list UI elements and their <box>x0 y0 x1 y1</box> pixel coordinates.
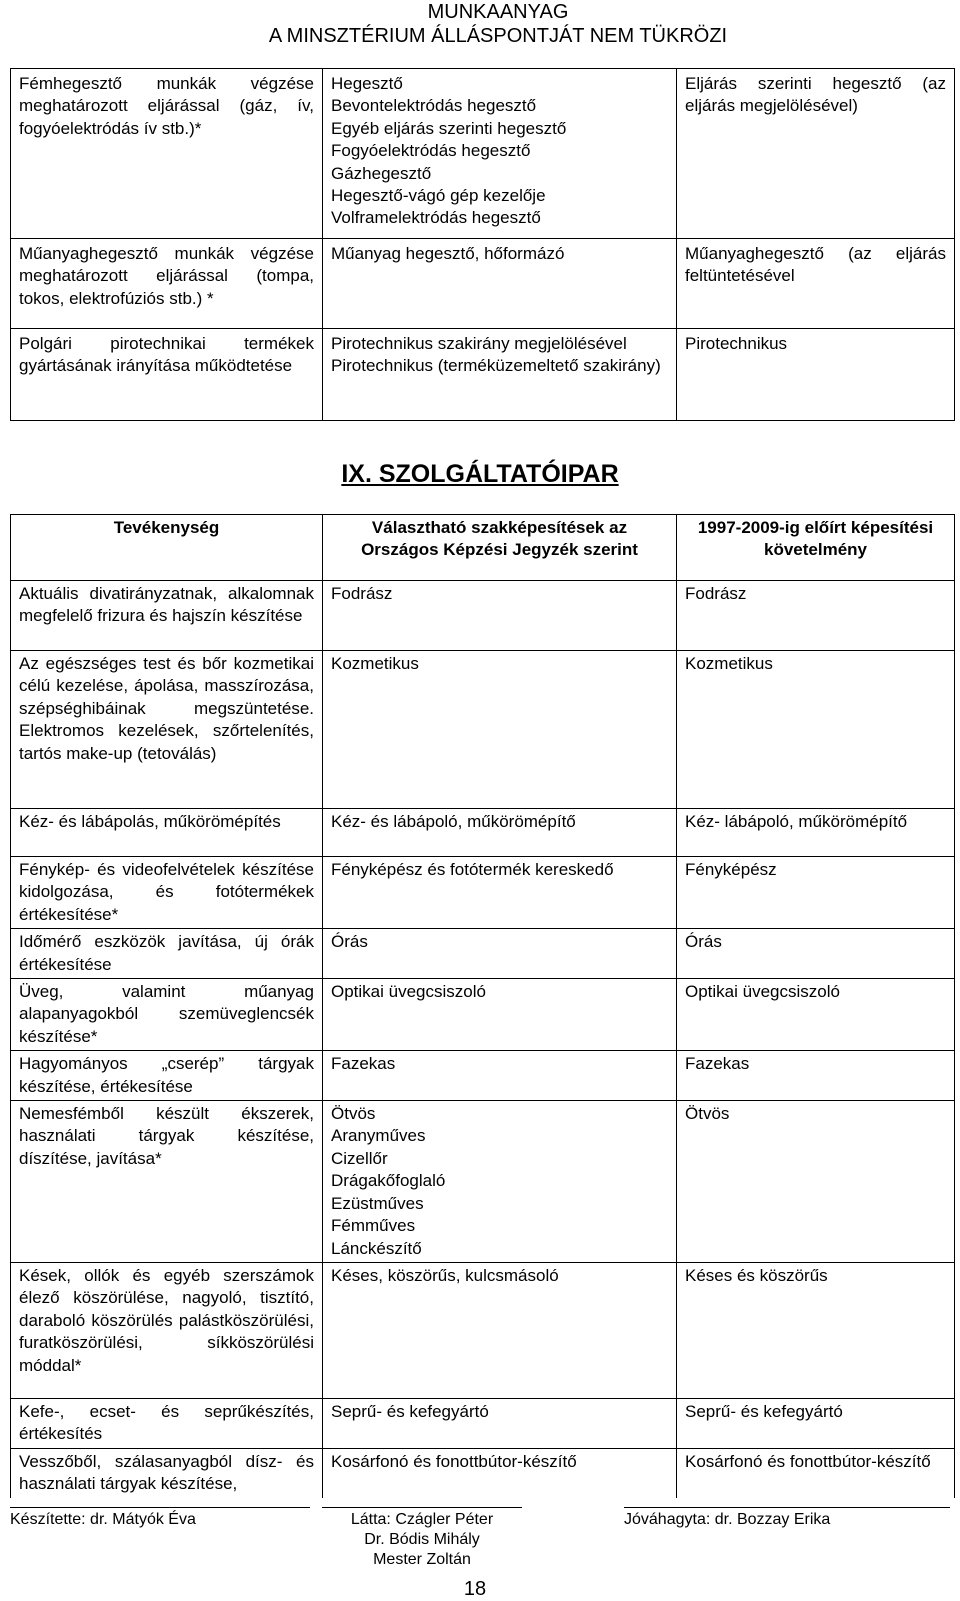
qualification-cell: Kozmetikus <box>323 651 677 809</box>
footer-seen-line: Dr. Bódis Mihály <box>364 1531 480 1548</box>
activity-cell: Fénykép- és videofelvételek készítése kidolgozása, és fotótermékek értékesítése* <box>11 857 323 929</box>
page-number: 18 <box>463 1578 487 1600</box>
column-header: 1997-2009-ig előírt képesítési követelmény <box>677 515 955 581</box>
activity-cell: Fémhegesztő munkák végzése meghatározott eljárással (gáz, ív, fogyóelektródás ív stb.)* <box>11 69 323 239</box>
qualification-item: Pirotechnikus (terméküzemeltető szakirány) <box>331 356 661 376</box>
footer-rule <box>10 1507 310 1508</box>
column-header: Tevékenység <box>11 515 323 581</box>
table-row <box>11 69 955 239</box>
activity-cell: Kéz- és lábápolás, műkörömépítés <box>11 809 323 857</box>
requirement-cell: Optikai üvegcsiszoló <box>677 979 955 1051</box>
table-row <box>11 581 955 651</box>
footer-seen <box>322 1510 522 1570</box>
activity-cell: Kefe-, ecset- és seprűkészítés, értékesítés <box>11 1398 323 1448</box>
activity-cell: Hagyományos „cserép” tárgyak készítése, értékesítése <box>11 1051 323 1101</box>
table-row <box>11 239 955 329</box>
requirement-cell: Fazekas <box>677 1051 955 1101</box>
column-header: Választható szakképesítések az Országos Képzési Jegyzék szerint <box>323 515 677 581</box>
activity-cell: Műanyaghegesztő munkák végzése meghatározott eljárással (tompa, tokos, elektrofúziós stb.) * <box>11 239 323 329</box>
qualification-cell: Fodrász <box>323 581 677 651</box>
qualification-cell: Kosárfonó és fonottbútor-készítő <box>323 1448 677 1497</box>
requirement-cell: Eljárás szerinti hegesztő (az eljárás megjelölésével) <box>677 69 955 239</box>
qualification-cell: Fazekas <box>323 1051 677 1101</box>
table-row <box>11 809 955 857</box>
table-row <box>11 651 955 809</box>
requirement-cell: Műanyaghegesztő (az eljárás feltüntetésével <box>677 239 955 329</box>
table-row <box>11 979 955 1051</box>
qualification-item: Ötvös <box>331 1104 376 1124</box>
qualification-item: Gázhegesztő <box>331 163 432 183</box>
activity-cell: Aktuális divatirányzatnak, alkalomnak megfelelő frizura és hajszín készítése <box>11 581 323 651</box>
footer-approved: Jóváhagyta: dr. Bozzay Erika <box>624 1511 831 1528</box>
qualification-item: Fogyóelektródás hegesztő <box>331 141 531 161</box>
qualification-cell <box>323 69 677 239</box>
qualification-item: Drágakőfoglaló <box>331 1171 446 1191</box>
qualification-cell: Fényképész és fotótermék kereskedő <box>323 857 677 929</box>
requirement-cell: Kéz- lábápoló, műkörömépítő <box>677 809 955 857</box>
requirement-cell: Fodrász <box>677 581 955 651</box>
qualification-cell <box>323 329 677 421</box>
qualification-cell: Késes, köszörűs, kulcsmásoló <box>323 1262 677 1398</box>
table-row <box>11 1051 955 1101</box>
qualification-item: Hegesztő-vágó gép kezelője <box>331 186 546 206</box>
table-header-row <box>11 515 955 581</box>
requirement-cell: Kosárfonó és fonottbútor-készítő <box>677 1448 955 1497</box>
qualification-item: Ezüstműves <box>331 1193 424 1213</box>
table-row <box>11 1398 955 1448</box>
footer-seen-line: Látta: Czágler Péter <box>350 1511 494 1528</box>
qualification-cell: Optikai üvegcsiszoló <box>323 979 677 1051</box>
table-row <box>11 1101 955 1263</box>
activity-cell: Vesszőből, szálasanyagból dísz- és használati tárgyak készítése, <box>11 1448 323 1497</box>
table-row <box>11 857 955 929</box>
requirement-cell: Seprű- és kefegyártó <box>677 1398 955 1448</box>
table-row <box>11 329 955 421</box>
qualification-item: Cizellőr <box>331 1148 388 1168</box>
header-line-2: A MINSZTÉRIUM ÁLLÁSPONTJÁT NEM TÜKRÖZI <box>268 25 728 47</box>
table-row <box>11 1262 955 1398</box>
activity-cell: Az egészséges test és bőr kozmetikai célú kezelése, ápolása, masszírozása, szépséghibáinak megszüntetése. Elektromos kezelések, szőrtelenítés, tartós make-up (tetoválás) <box>11 651 323 809</box>
requirement-cell: Pirotechnikus <box>677 329 955 421</box>
services-table <box>10 514 955 1498</box>
table-row <box>11 929 955 979</box>
qualification-cell <box>323 1101 677 1263</box>
activity-cell: Polgári pirotechnikai termékek gyártásának irányítása működtetése <box>11 329 323 421</box>
activity-cell: Nemesfémből készült ékszerek, használati tárgyak készítése, díszítése, javítása* <box>11 1101 323 1263</box>
header-line-1: MUNKAANYAG <box>427 1 569 23</box>
section-title <box>0 460 960 489</box>
welding-table <box>10 68 955 421</box>
requirement-cell: Ötvös <box>677 1101 955 1263</box>
footer-rule <box>322 1507 522 1508</box>
qualification-cell: Órás <box>323 929 677 979</box>
footer-rule <box>624 1507 950 1508</box>
qualification-item: Bevontelektródás hegesztő <box>331 96 537 116</box>
qualification-item: Fémműves <box>331 1216 416 1236</box>
activity-cell: Kések, ollók és egyéb szerszámok élező köszörülése, nagyoló, tisztító, daraboló köszörülés palástköszörülési, furatköszörülési, síkköszörülési móddal* <box>11 1262 323 1398</box>
qualification-item: Pirotechnikus szakirány megjelölésével <box>331 334 627 353</box>
qualification-item: Hegesztő <box>331 74 403 93</box>
section-title-text: IX. SZOLGÁLTATÓIPAR <box>341 460 619 488</box>
requirement-cell: Órás <box>677 929 955 979</box>
activity-cell: Időmérő eszközök javítása, új órák értékesítése <box>11 929 323 979</box>
footer-seen-line: Mester Zoltán <box>373 1551 471 1568</box>
footer-prepared: Készítette: dr. Mátyók Éva <box>10 1511 196 1528</box>
qualification-cell: Seprű- és kefegyártó <box>323 1398 677 1448</box>
qualification-item: Egyéb eljárás szerinti hegesztő <box>331 118 567 138</box>
qualification-item: Aranyműves <box>331 1126 426 1146</box>
qualification-item: Lánckészítő <box>331 1238 422 1258</box>
activity-cell: Üveg, valamint műanyag alapanyagokból szemüveglencsék készítése* <box>11 979 323 1051</box>
page-header <box>0 0 960 48</box>
table-row <box>11 1448 955 1497</box>
requirement-cell: Kozmetikus <box>677 651 955 809</box>
requirement-cell: Fényképész <box>677 857 955 929</box>
requirement-cell: Késes és köszörűs <box>677 1262 955 1398</box>
qualification-cell: Műanyag hegesztő, hőformázó <box>323 239 677 329</box>
qualification-cell: Kéz- és lábápoló, műkörömépítő <box>323 809 677 857</box>
qualification-item: Volframelektródás hegesztő <box>331 208 541 228</box>
